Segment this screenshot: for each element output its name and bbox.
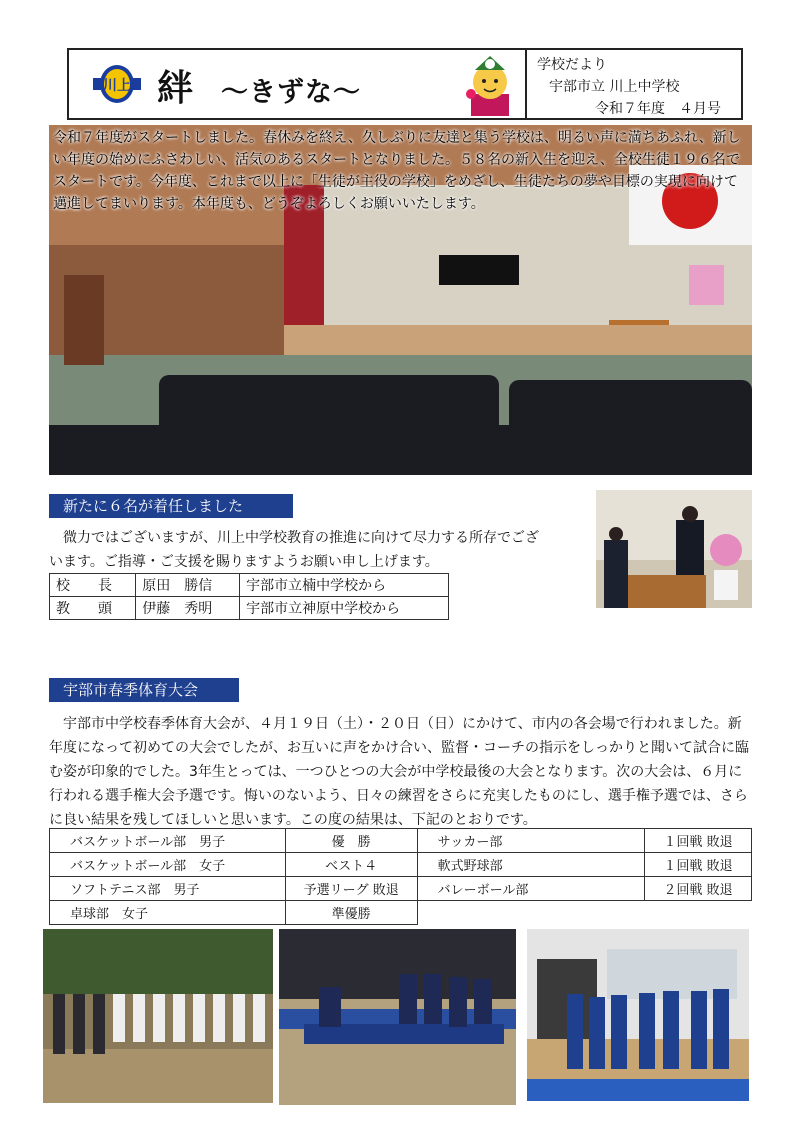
mascot-icon <box>465 54 515 116</box>
staff-from: 宇部市立神原中学校から <box>240 597 449 620</box>
empty-cell <box>417 901 644 925</box>
staff-name: 原田 勝信 <box>136 574 240 597</box>
result-team: バレーボール部 <box>417 877 644 901</box>
staff-table <box>49 573 449 620</box>
result-team: バスケットボール部 男子 <box>50 829 286 853</box>
result-team: 卓球部 女子 <box>50 901 286 925</box>
staff-name: 伊藤 秀明 <box>136 597 240 620</box>
new-staff-message <box>49 526 549 574</box>
newsletter-title: 絆 <box>157 67 196 109</box>
table-tennis-photo-illustration <box>279 929 516 1105</box>
results-table <box>49 828 752 925</box>
new-staff-photo-illustration <box>596 490 752 608</box>
table-row <box>50 574 449 597</box>
intro-text: 令和７年度がスタートしました。春休みを終え、久しぶりに友達と集う学校は、明るい声に満ちあふれ、新しい年度の始めにふさわしい、活気のあるスタートとなりました。５８名の新入生を迎え、全校生徒１９６名でスタートです。今年度、これまで以上に「生徒が主役の学校」をめざし、生徒たちの夢や目標の実現に向けて邁進してまいります。本年度も、どうぞよろしくお願いいたします。 <box>53 130 741 212</box>
empty-cell <box>645 901 752 925</box>
table-tennis-photo <box>279 929 516 1105</box>
result-value: 予選リーグ 敗退 <box>285 877 417 901</box>
result-value: 優 勝 <box>285 829 417 853</box>
staff-role: 校 長 <box>50 574 136 597</box>
result-team: 軟式野球部 <box>417 853 644 877</box>
sports-meet-message <box>49 712 754 832</box>
result-team: バスケットボール部 女子 <box>50 853 286 877</box>
volleyball-photo-illustration <box>527 929 749 1101</box>
table-row <box>50 853 752 877</box>
staff-from: 宇部市立楠中学校から <box>240 574 449 597</box>
new-staff-paragraph: 微力ではございますが、川上中学校教育の推進に向けて尽力する所存でございます。ご指導・ご支援を賜りますようお願い申し上げます。 <box>49 530 539 570</box>
school-name: 宇部市立 川上中学校 <box>549 79 680 95</box>
table-row <box>50 877 752 901</box>
table-row <box>50 829 752 853</box>
result-value: ２回戦 敗退 <box>645 877 752 901</box>
result-value: １回戦 敗退 <box>645 853 752 877</box>
table-row <box>50 901 752 925</box>
volleyball-team-photo <box>527 929 749 1101</box>
sports-meet-paragraph: 宇部市中学校春季体育大会が、４月１９日（土）・２０日（日）にかけて、市内の各会場で行われました。新年度になって初めての大会でしたが、お互いに声をかけ合い、監督・コーチの指示をしっかりと聞いて試合に臨む姿が印象的でした。3年生とっては、一つひとつの大会が中学校最後の大会となります。次の大会は、６月に行われる選手権大会予選です。悔いのないよう、日々の練習をさらに充実したものにし、選手権予選では、さらに良い結果を残してほしいと思います。この度の結果は、下記のとおりです。 <box>49 716 749 828</box>
issue-label: 令和７年度 ４月号 <box>595 101 721 117</box>
table-row <box>50 597 449 620</box>
header-info <box>537 54 721 120</box>
newsletter-subtitle: ～きずな～ <box>221 77 361 108</box>
school-emblem-icon <box>91 62 143 106</box>
header-divider <box>525 50 527 118</box>
result-value: ベスト４ <box>285 853 417 877</box>
newsletter-header <box>67 48 743 120</box>
new-staff-photo <box>596 490 752 608</box>
ceremony-photo <box>49 125 752 475</box>
baseball-photo-illustration <box>43 929 273 1103</box>
section-heading-new-staff: 新たに６名が着任しました <box>49 494 293 518</box>
staff-role: 教 頭 <box>50 597 136 620</box>
emblem-text: 川上 <box>103 78 131 94</box>
baseball-team-photo <box>43 929 273 1103</box>
result-value: 準優勝 <box>285 901 417 925</box>
result-team: ソフトテニス部 男子 <box>50 877 286 901</box>
result-value: １回戦 敗退 <box>645 829 752 853</box>
section-heading-sports-meet: 宇部市春季体育大会 <box>49 678 239 702</box>
newsletter-label: 学校だより <box>537 57 607 73</box>
result-team: サッカー部 <box>417 829 644 853</box>
